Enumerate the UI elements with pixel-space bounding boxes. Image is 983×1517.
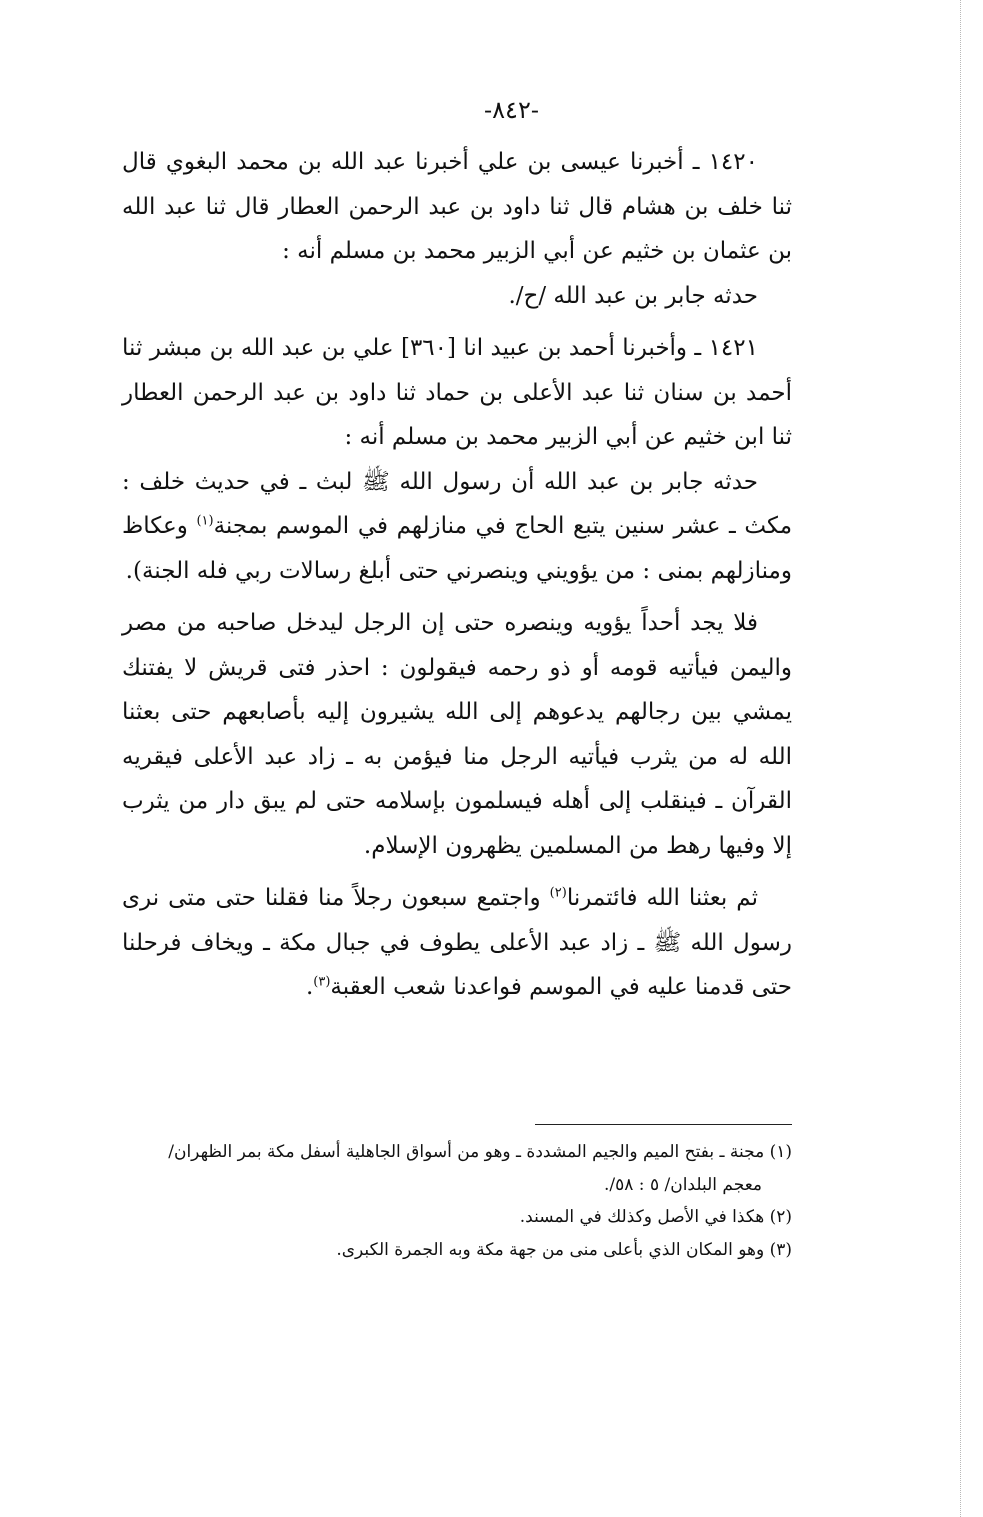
main-text [122,140,792,1010]
hadith-1420-chain: ١٤٢٠ ـ أخبرنا عيسى بن علي أخبرنا عبد الله بن محمد البغوي قال ثنا خلف بن هشام قال ثنا داود بن عبد الرحمن العطار قال ثنا عبد الله بن عثمان بن خثيم عن أبي الزبير محمد بن مسلم أنه : [122,149,792,264]
hadith-text-end: . [305,974,314,1000]
footnote-1-continuation: معجم البلدان/ ٥ : ٥٨/. [603,1174,762,1195]
footnote-3: (٣) وهو المكان الذي بأعلى منى من جهة مكة وبه الجمرة الكبرى. [336,1239,792,1260]
page-edge-line [960,0,961,1517]
footnote-separator [535,1124,792,1125]
hadith-text-part-3 [122,876,792,1010]
hadith-text-span: وعكاظ ومنازلهم بمنى : من يؤويني وينصرني حتى أبلغ رسالات ربي فله الجنة). [122,513,792,584]
hadith-text-span: ثم بعثنا الله فائتمرنا [566,885,758,911]
hadith-text-span: واجتمع سبعون رجلاً منا فقلنا حتى متى نرى رسول الله ﷺ ـ زاد عبد الأعلى يطوف في جبال مكة ـ ويخاف فرحلنا حتى قدمنا عليه في الموسم فواعدنا شعب العقبة [122,885,792,1000]
footnote-ref-1: (١) [196,513,214,529]
page-number: -٨٤٢- [484,96,539,124]
footnote-1: (١) مجنة ـ بفتح الميم والجيم المشددة ـ وهو من أسواق الجاهلية أسفل مكة بمر الظهران/ [168,1142,792,1162]
footnote-ref-3: (٣) [313,974,331,990]
footnote-2: (٢) هكذا في الأصل وكذلك في المسند. [519,1207,792,1227]
footnote-ref-2: (٢) [549,885,567,901]
hadith-1421-chain: ١٤٢١ ـ وأخبرنا أحمد بن عبيد انا [٣٦٠] علي بن عبد الله بن مبشر ثنا أحمد بن سنان ثنا عبد الأعلى بن حماد ثنا داود بن عبد الرحمن العطار ثنا ابن خثيم عن أبي الزبير محمد بن مسلم أنه : [122,335,792,450]
footnotes [122,1136,792,1266]
hadith-1420-narrator: حدثه جابر بن عبد الله /ح/. [508,282,758,309]
hadith-text-span: حدثه جابر بن عبد الله أن رسول الله ﷺ لبث ـ في حديث خلف : مكث ـ عشر سنين يتبع الحاج في منازلهم في الموسم بمجنة [122,468,793,539]
hadith-text-part-2: فلا يجد أحداً يؤويه وينصره حتى إن الرجل ليدخل صاحبه من مصر واليمن فيأتيه قومه أو ذو رحمه فيقولون : احذر فتى قريش لا يفتنك يمشي بين رجالهم يدعوهم إلى الله يشيرون إليه بأصابعهم حتى بعثنا الله له من يثرب فيأتيه الرجل منا فيؤمن به ـ زاد عبد الأعلى فيقريه القرآن ـ فينقلب إلى أهله فيسلمون بإسلامه حتى لم يبق دار من يثرب إلا وفيها رهط من المسلمين يظهرون الإسلام. [122,610,792,859]
hadith-text-part-1 [122,460,792,594]
